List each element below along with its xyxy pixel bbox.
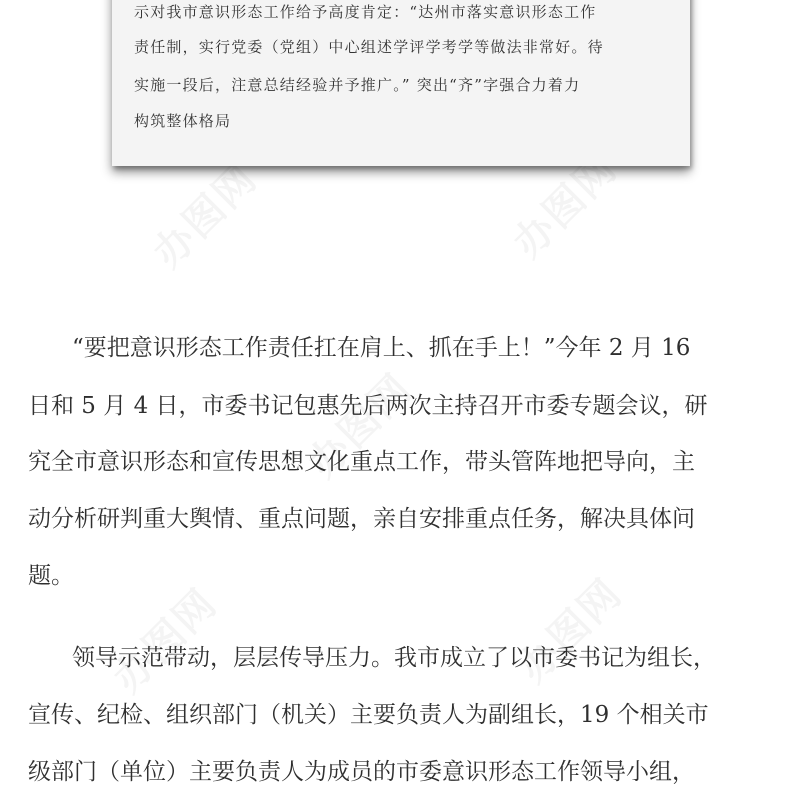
paragraph-2-line: 领导示范带动，层层传导压力。我市成立了以市委书记为组长， xyxy=(72,645,716,671)
watermark-text xyxy=(98,574,227,703)
paragraph-1-line: 题。 xyxy=(28,563,74,589)
paragraph-2-line: 宣传、纪检、组织部门（机关）主要负责人为副组长，19 个相关市 xyxy=(28,702,709,728)
paragraph-2-line: 级部门（单位）主要负责人为成员的市委意识形态工作领导小组， xyxy=(28,759,695,785)
quote-line: 示对我市意识形态工作给予高度肯定：“达州市落实意识形态工作 xyxy=(134,3,597,21)
watermark-text xyxy=(138,149,267,278)
quote-line: 构筑整体格局 xyxy=(134,112,232,130)
quote-line: 实施一段后，注意总结经验并予推广。” 突出“齐”字强合力着力 xyxy=(134,76,581,94)
paragraph-1-line: 日和 5 月 4 日，市委书记包惠先后两次主持召开市委专题会议，研 xyxy=(28,393,708,419)
quote-line: 责任制，实行党委（党组）中心组述学评学考学等做法非常好。待 xyxy=(134,38,604,56)
paragraph-1-line: “要把意识形态工作责任扛在肩上、抓在手上！”今年 2 月 16 xyxy=(72,335,691,361)
paragraph-1-line: 动分析研判重大舆情、重点问题，亲自安排重点任务，解决具体问 xyxy=(28,506,695,532)
paragraph-1-line: 究全市意识形态和宣传思想文化重点工作，带头管阵地把导向，主 xyxy=(28,449,695,475)
